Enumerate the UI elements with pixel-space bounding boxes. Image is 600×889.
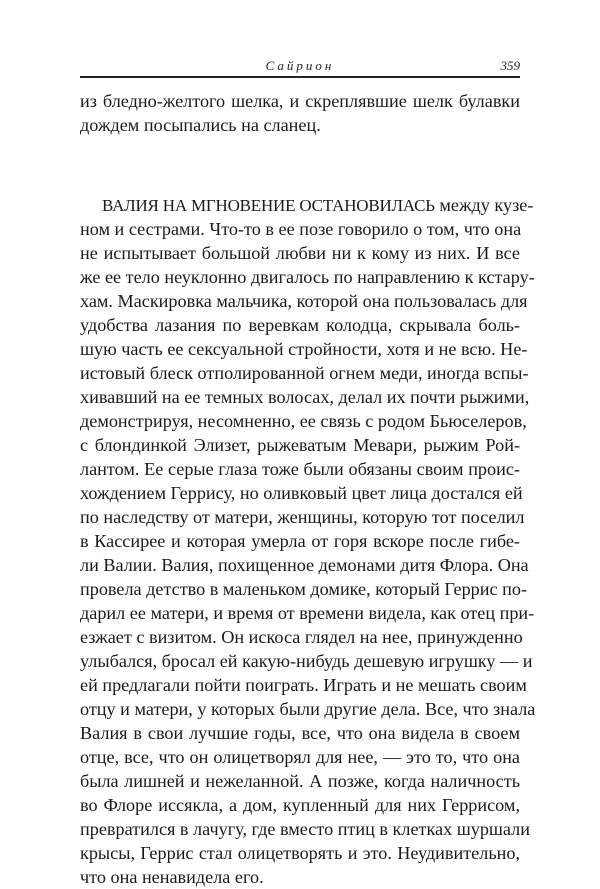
text-line: лантом. Ее серые глаза тоже были обязаны своим проис- — [80, 459, 520, 479]
paragraph-main — [80, 193, 536, 889]
text-line: хам. Маскировка мальчика, которой она пользовалась для — [80, 291, 528, 311]
text-line: крысы, Геррис стал олицетворять и это. Неудивительно, — [80, 843, 520, 863]
running-head-title: Сайрион — [265, 58, 335, 73]
header-rule — [80, 76, 520, 78]
text-line: ей предлагали пойти поиграть. Играть и не мешать своим — [80, 675, 527, 695]
text-line: в Кассирее и которая умерла от горя вскоре после гибе- — [80, 531, 520, 551]
text-line: удобства лазания по веревкам колодца, скрывала боль- — [80, 315, 520, 335]
text-line: Валия в свои лучшие годы, все, что она видела в своем — [80, 723, 520, 743]
text-line: же ее тело неуклонно двигалось по направлению к кстару- — [80, 267, 535, 287]
text-line: истовый блеск отполированной огнем меди, иногда вспы- — [80, 363, 529, 383]
text-line: из бледно-желтого шелка, и скреплявшие шелк булавки — [80, 91, 520, 111]
text-line-first — [80, 193, 534, 217]
text-line: по наследству от матери, женщины, которую тот поселил — [80, 507, 525, 527]
text-line: хождением Геррису, но оливковый цвет лица достался ей — [80, 483, 523, 503]
text-line: улыбался, бросал ей какую-нибудь дешевую игрушку — и — [80, 651, 533, 671]
text-line: отце, все, что он олицетворял для нее, — это то, что она — [80, 747, 520, 767]
text-line: что она ненавидела его. — [80, 867, 264, 887]
page-number: 359 — [500, 58, 520, 73]
lead-in-caps: ВАЛИЯ НА МГНОВЕНИЕ ОСТАНОВИЛАСЬ — [102, 196, 435, 215]
paragraph-continuation — [80, 89, 520, 137]
text-line: дождем посыпались на сланец. — [80, 115, 321, 135]
text-line: шую часть ее сексуальной стройности, хотя и не всю. Не- — [80, 339, 528, 359]
lead-in-rest: между кузе- — [434, 195, 534, 215]
text-line: езжает с визитом. Он искоса глядел на нее, принужденно — [80, 627, 523, 647]
text-line: демонстрируя, несомненно, ее связь с родом Бьюселеров, — [80, 411, 527, 431]
text-line: провела детство в маленьком домике, который Геррис по- — [80, 579, 528, 599]
text-line: с блондинкой Элизет, рыжеватым Мевари, рыжим Рой- — [80, 435, 520, 455]
text-line: отцу и матери, у которых были другие дела. Все, что знала — [80, 699, 536, 719]
text-line: ном и сестрами. Что-то в ее позе говорило о том, что она — [80, 219, 522, 239]
text-line: была лишней и нежеланной. А позже, когда наличность — [80, 771, 520, 791]
text-line: хивавший на ее темных волосах, делал их почти рыжими, — [80, 387, 530, 407]
text-line: ли Валии. Валия, похищенное демонами дитя Флора. Она — [80, 555, 529, 575]
text-line: не испытывает большой любви ни к кому из них. И все — [80, 243, 520, 263]
running-head — [80, 58, 520, 76]
text-line: превратился в лачугу, где вместо птиц в клетках шуршали — [80, 819, 530, 839]
text-line: во Флоре иссякла, а дом, купленный для них Геррисом, — [80, 795, 520, 815]
text-line: дарил ее матери, и время от времени видела, как отец при- — [80, 603, 535, 623]
